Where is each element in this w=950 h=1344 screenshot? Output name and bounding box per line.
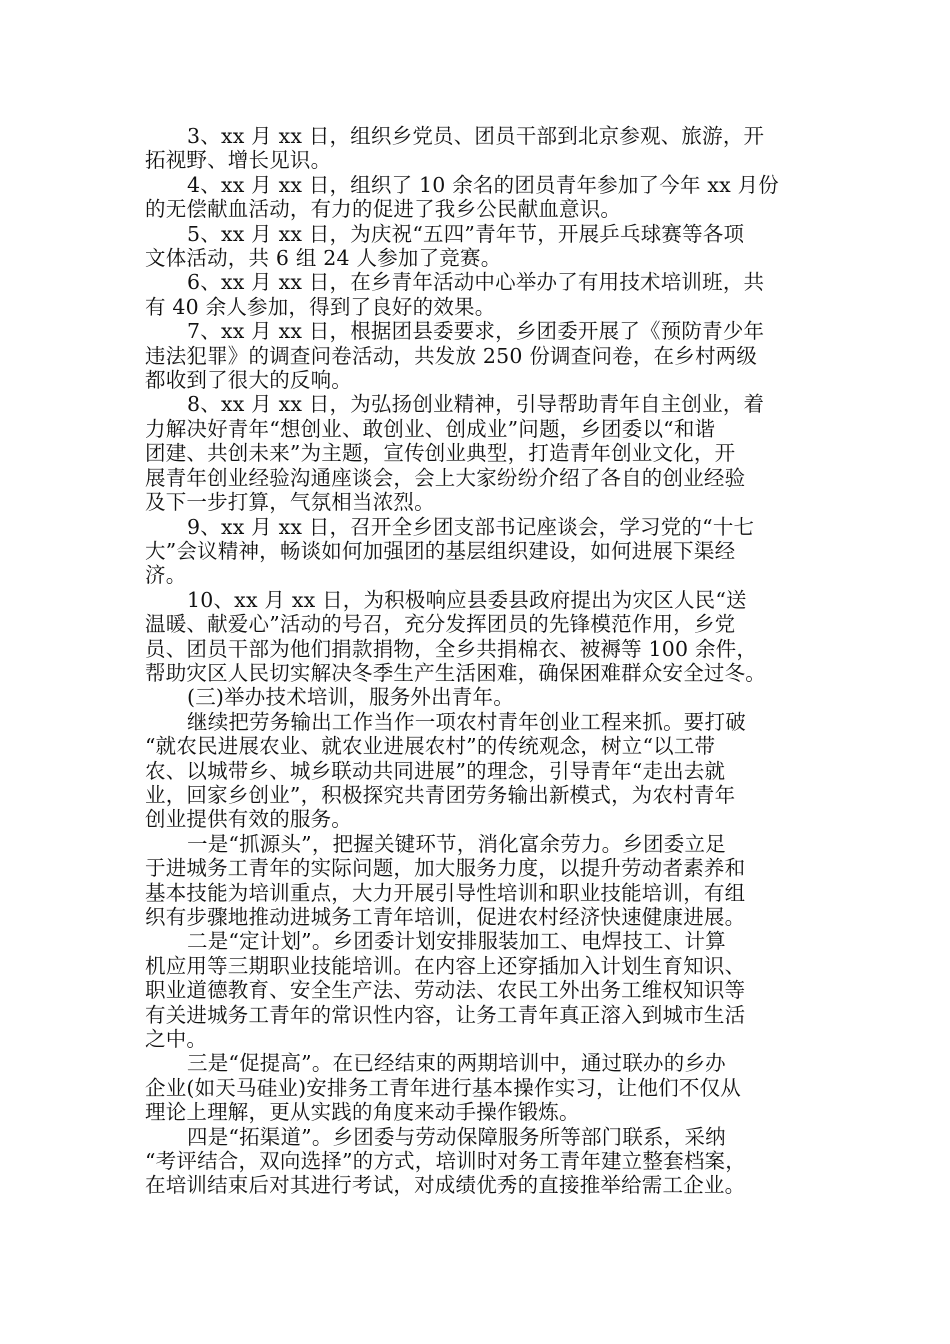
text-line: 职业道德教育、安全生产法、劳动法、农民工外出务工维权知识等	[145, 978, 746, 1003]
text-line: 于进城务工青年的实际问题，加大服务力度，以提升劳动者素养和	[145, 856, 746, 881]
text-line: 的无偿献血活动，有力的促进了我乡公民献血意识。	[145, 197, 622, 222]
text-line: 继续把劳务输出工作当作一项农村青年创业工程来抓。要打破	[187, 709, 746, 734]
text-line: 拓视野、增长见识。	[145, 148, 332, 173]
text-line: 济。	[145, 563, 187, 588]
text-line: 机应用等三期职业技能培训。在内容上还穿插加入计划生育知识、	[145, 953, 746, 978]
text-line: 二是“定计划”。乡团委计划安排服装加工、电焊技工、计算	[187, 929, 726, 954]
text-line: 9、xx 月 xx 日，召开全乡团支部书记座谈会，学习党的“十七	[187, 514, 755, 539]
text-line: 有 40 余人参加，得到了良好的效果。	[145, 294, 496, 319]
paragraph	[145, 270, 810, 319]
text-line: 大”会议精神，畅谈如何加强团的基层组织建设，如何进展下渠经	[145, 538, 736, 563]
text-line: 10、xx 月 xx 日，为积极响应县委县政府提出为灾区人民“送	[187, 587, 747, 612]
paragraph	[145, 685, 810, 709]
text-line: 帮助灾区人民切实解决冬季生产生活困难，确保困难群众安全过冬。	[145, 660, 766, 685]
text-line: 3、xx 月 xx 日，组织乡党员、团员干部到北京参观、旅游，开	[187, 124, 765, 148]
text-line: 一是“抓源头”，把握关键环节，消化富余劳力。乡团委立足	[187, 831, 726, 856]
paragraph	[145, 832, 810, 930]
text-line: 三是“促提高”。在已经结束的两期培训中，通过联办的乡办	[187, 1051, 726, 1076]
text-line: 7、xx 月 xx 日，根据团县委要求，乡团委开展了《预防青少年	[187, 319, 765, 344]
paragraph	[145, 515, 810, 588]
text-line: 4、xx 月 xx 日，组织了 10 余名的团员青年参加了今年 xx 月份	[187, 172, 780, 197]
paragraph	[145, 929, 810, 1051]
paragraph	[145, 319, 810, 392]
paragraph	[145, 588, 810, 686]
text-line: 基本技能为培训重点，大力开展引导性培训和职业技能培训，有组	[145, 880, 746, 905]
paragraph	[145, 1051, 810, 1124]
text-line: 及下一步打算，气氛相当浓烈。	[145, 490, 435, 515]
text-line: 都收到了很大的反响。	[145, 368, 352, 393]
text-line: 创业提供有效的服务。	[145, 807, 352, 832]
text-line: 在培训结束后对其进行考试，对成绩优秀的直接推举给需工企业。	[145, 1173, 746, 1198]
text-line: 理论上理解，更从实践的角度来动手操作锻炼。	[145, 1100, 580, 1125]
text-line: (三)举办技术培训，服务外出青年。	[187, 685, 514, 710]
text-line: 业，回家乡创业”，积极探究共青团劳务输出新模式，为农村青年	[145, 782, 736, 807]
text-line: 农、以城带乡、城乡联动共同进展”的理念，引导青年“走出去就	[145, 758, 726, 783]
text-line: 8、xx 月 xx 日，为弘扬创业精神，引导帮助青年自主创业，着	[187, 392, 765, 417]
text-line: 员、团员干部为他们捐款捐物，全乡共捐棉衣、被褥等 100 余件，	[145, 636, 758, 661]
paragraph	[145, 222, 810, 271]
text-line: 展青年创业经验沟通座谈会，会上大家纷纷介绍了各自的创业经验	[145, 465, 746, 490]
text-line: 6、xx 月 xx 日，在乡青年活动中心举办了有用技术培训班，共	[187, 270, 765, 295]
text-line: 5、xx 月 xx 日，为庆祝“五四”青年节，开展乒乓球赛等各项	[187, 221, 745, 246]
text-line: “考评结合，双向选择”的方式，培训时对务工青年建立整套档案，	[145, 1149, 746, 1174]
text-line: 织有步骤地推动进城务工青年培训，促进农村经济快速健康进展。	[145, 905, 746, 929]
document-body	[145, 124, 810, 1198]
paragraph	[145, 392, 810, 514]
text-line: 团建、共创未来”为主题，宣传创业典型，打造青年创业文化，开	[145, 441, 736, 466]
text-line: 文体活动，共 6 组 24 人参加了竞赛。	[145, 246, 502, 271]
text-line: 企业(如天马硅业)安排务工青年进行基本操作实习，让他们不仅从	[145, 1075, 741, 1100]
text-line: 有关进城务工青年的常识性内容，让务工青年真正溶入到城市生活	[145, 1002, 746, 1027]
text-line: “就农民进展农业、就农业进展农村”的传统观念，树立“以工带	[145, 734, 716, 759]
text-line: 四是“拓渠道”。乡团委与劳动保障服务所等部门联系，采纳	[187, 1124, 726, 1149]
text-line: 违法犯罪》的调查问卷活动，共发放 250 份调查问卷，在乡村两级	[145, 343, 758, 368]
text-line: 力解决好青年“想创业、敢创业、创成业”问题，乡团委以“和谐	[145, 416, 716, 441]
paragraph	[145, 173, 810, 222]
text-line: 温暖、献爱心”活动的号召，充分发挥团员的先锋模范作用，乡党	[145, 612, 736, 637]
paragraph	[145, 1125, 810, 1198]
text-line: 之中。	[145, 1027, 208, 1052]
paragraph	[145, 124, 810, 173]
paragraph	[145, 710, 810, 832]
